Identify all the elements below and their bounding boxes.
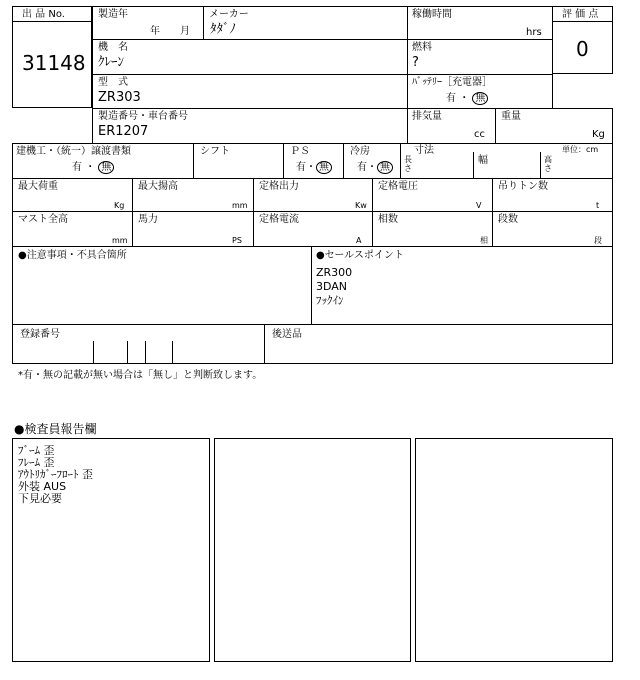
weight-label: 重量	[501, 111, 521, 122]
steps-label: 段数	[498, 214, 518, 225]
inspector-line-5: 下見必要	[18, 492, 62, 505]
rated-output-unit: Kw	[355, 201, 367, 210]
battery-yes: 有	[446, 93, 456, 104]
battery-label: ﾊﾞｯﾃﾘｰ［充電器］	[412, 77, 492, 88]
sales-point-label: ●セールスポイント	[316, 250, 404, 261]
max-lift-label: 最大揚高	[138, 181, 178, 192]
fuel-label: 燃料	[412, 42, 432, 53]
ps-yes: 有	[296, 162, 306, 173]
spec-row-3	[12, 211, 613, 247]
steps-unit: 段	[594, 236, 602, 245]
model-name-value: ｸﾚｰﾝ	[98, 55, 124, 70]
rated-current-unit: A	[356, 236, 362, 245]
length-label: 長 さ	[404, 155, 412, 173]
serial-value: ER1207	[98, 124, 149, 139]
rated-voltage-unit: V	[476, 201, 482, 210]
lift-tons-label: 吊りトン数	[498, 181, 548, 192]
width-label: 幅	[478, 155, 488, 166]
lot-no-value: 31148	[22, 51, 86, 75]
battery-no-circled: 無	[472, 92, 488, 105]
max-lift-unit: mm	[232, 201, 248, 210]
hours-unit: hrs	[526, 27, 542, 38]
mast-height-label: マスト全高	[18, 214, 68, 225]
displacement-unit: cc	[474, 129, 485, 140]
dims-label: 寸法	[414, 145, 434, 156]
serial-label: 製造番号・車台番号	[98, 111, 188, 122]
ps-label: ＰＳ	[290, 146, 310, 157]
rated-current-label: 定格電流	[259, 214, 299, 225]
hours-label: 稼働時間	[412, 9, 452, 20]
sales-line-2: 3DAN	[316, 280, 348, 293]
inspector-line-3: ｱｳﾄﾘｶﾞｰﾌﾛｰﾄ 歪	[18, 468, 93, 481]
ps-options	[296, 161, 332, 174]
shift-label: シフト	[200, 146, 230, 157]
inspector-report-title: ●検査員報告欄	[14, 422, 97, 436]
dims-unit: 単位：cm	[562, 145, 599, 154]
transfer-docs-options	[72, 161, 114, 174]
sales-line-1: ZR300	[316, 266, 353, 279]
lot-no-label: 出 品 No.	[22, 9, 65, 20]
horsepower-label: 馬力	[138, 214, 158, 225]
rating-value: 0	[576, 37, 589, 61]
caution-label: ●注意事項・不具合箇所	[18, 250, 127, 261]
rated-output-label: 定格出力	[259, 181, 299, 192]
cooler-no-circled: 無	[377, 161, 393, 174]
inspector-report-box-2	[214, 438, 411, 662]
rated-voltage-label: 定格電圧	[378, 181, 418, 192]
horsepower-unit: PS	[232, 236, 242, 245]
max-load-label: 最大荷重	[18, 181, 58, 192]
phase-label: 相数	[378, 214, 398, 225]
height-label: 高 さ	[544, 155, 552, 173]
maker-value: ﾀﾀﾞﾉ	[210, 22, 236, 37]
model-name-label: 機 名	[98, 42, 128, 53]
cooler-label: 冷房	[350, 146, 370, 157]
cooler-options	[357, 161, 393, 174]
year-unit: 年 月	[150, 26, 190, 37]
sales-line-3: ﾌｯｸｲﾝ	[316, 294, 344, 307]
ps-dot: ・	[306, 162, 316, 173]
model-value: ZR303	[98, 90, 141, 105]
transfer-docs-label: 建機工・（統一）譲渡書類	[16, 146, 131, 157]
transfer-no-circled: 無	[98, 161, 114, 174]
footnote: *有・無の記載が無い場合は「無し」と判断致します。	[18, 370, 263, 381]
ps-no-circled: 無	[316, 161, 332, 174]
inspector-report-box-3	[415, 438, 613, 662]
transfer-dot: ・	[85, 162, 96, 173]
displacement-label: 排気量	[412, 111, 442, 122]
transfer-yes: 有	[72, 162, 82, 173]
lift-tons-unit: t	[596, 201, 600, 210]
weight-unit: Kg	[592, 129, 605, 140]
fuel-value: ?	[412, 55, 419, 70]
battery-options	[446, 92, 488, 105]
registration-label: 登録番号	[20, 329, 60, 340]
inspector-line-1: ﾌﾞｰﾑ 歪	[18, 444, 55, 457]
mast-height-unit: mm	[112, 236, 128, 245]
cooler-yes: 有	[357, 162, 367, 173]
battery-dot: ・	[459, 93, 470, 104]
phase-unit: 相	[480, 236, 488, 245]
maker-label: メーカー	[209, 9, 249, 20]
max-load-unit: Kg	[114, 201, 125, 210]
cooler-dot: ・	[367, 162, 377, 173]
shipping-label: 後送品	[272, 329, 302, 340]
year-label: 製造年	[98, 9, 128, 20]
rating-label: 評 価 点	[562, 9, 599, 20]
inspector-line-4: 外装 AUS	[18, 480, 67, 493]
inspector-line-2: ﾌﾚｰﾑ 歪	[18, 456, 55, 469]
registration-block	[12, 324, 613, 364]
model-label: 型 式	[98, 77, 128, 88]
